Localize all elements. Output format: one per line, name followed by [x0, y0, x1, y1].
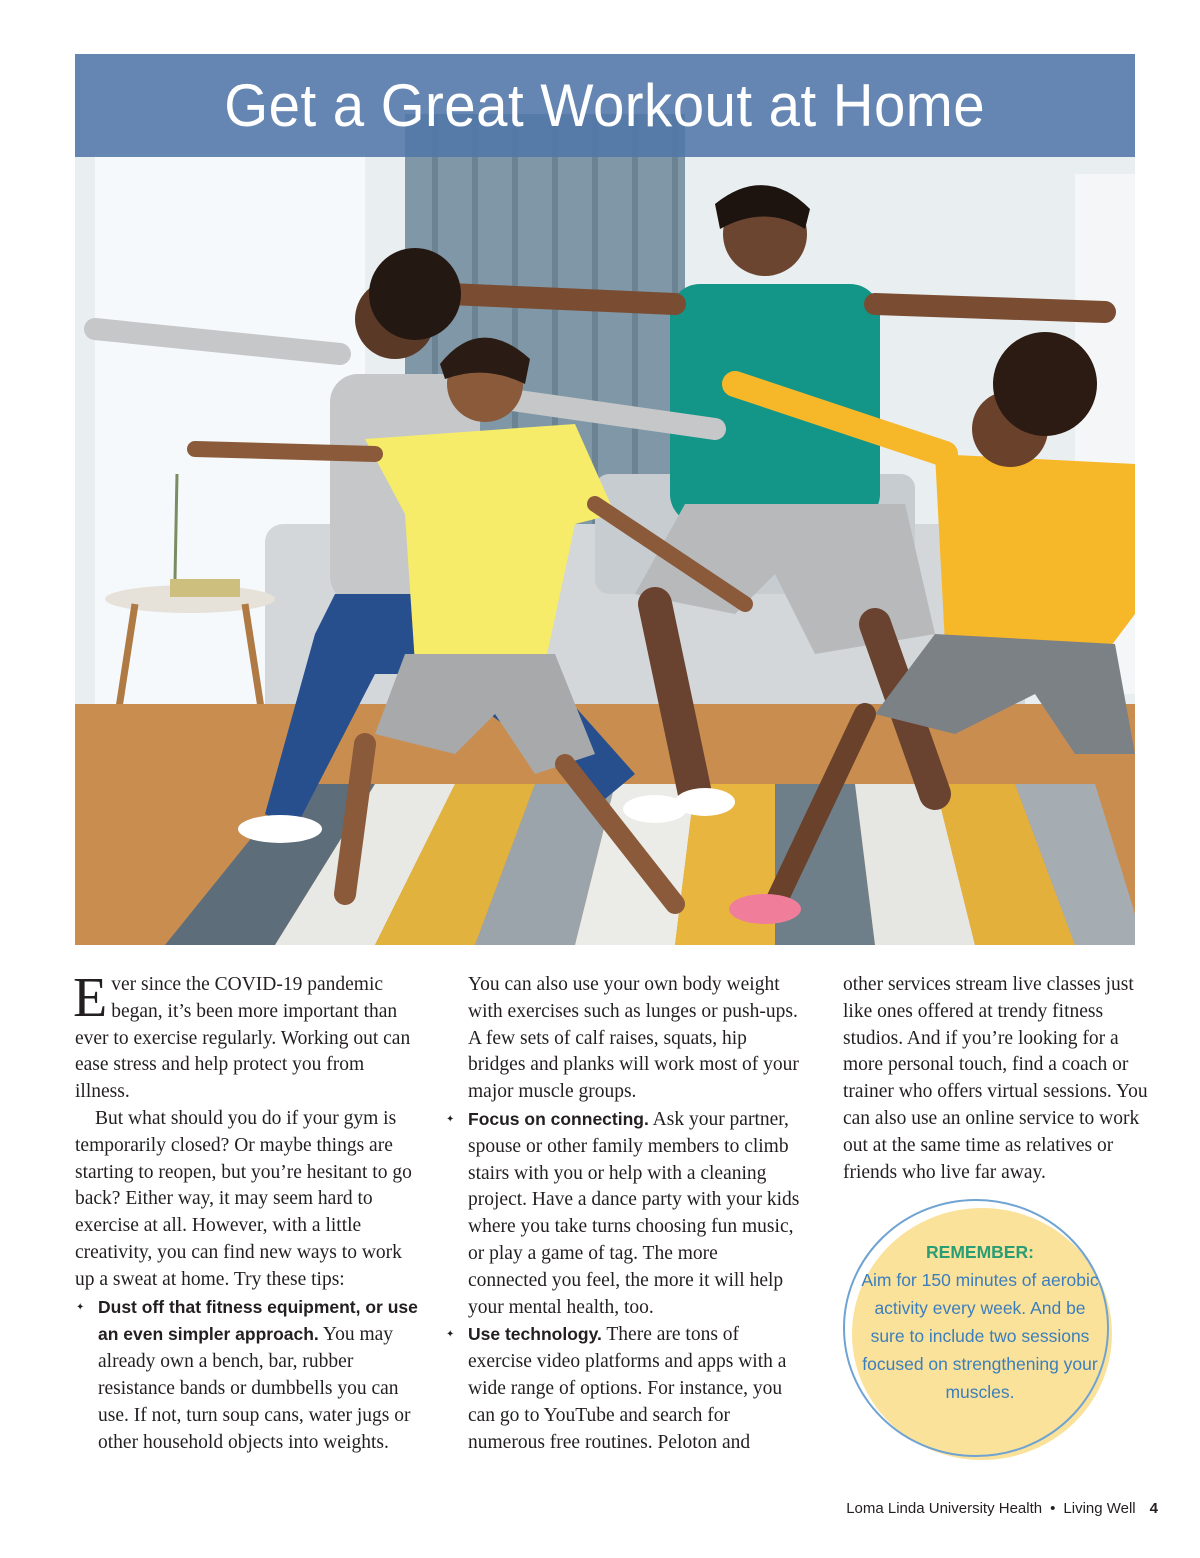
- tip-heading: Focus on connecting.: [468, 1108, 649, 1129]
- footer-org: Loma Linda University Health: [846, 1500, 1043, 1517]
- tip-body: There are tons of exercise video platforms and apps with a wide range of options. For instance, you can go to YouTube and search for numerous free routines. Peloton and: [468, 1324, 787, 1453]
- footer-publication: Living Well: [1063, 1500, 1136, 1517]
- callout-body: Aim for 150 minutes of aerobic activity every week. And be sure to include two sessions focused on strengthening your muscles.: [861, 1270, 1099, 1402]
- second-paragraph: But what should you do if your gym is temporarily closed? Or maybe things are starting to reopen, but you’re hesitant to go back? Either way, it may seem hard to exercise at all. However, with a little creativity, you can find new ways to work up a sweat at home. Try these tips:: [75, 1107, 412, 1290]
- hero-photo: [75, 54, 1135, 945]
- tip-body: You may already own a bench, bar, rubber resistance bands or dumbbells you can use. If not, turn soup cans, water jugs or other household objects into weights.: [98, 1324, 411, 1453]
- title-bar: [75, 54, 1135, 157]
- drop-cap: E: [73, 967, 108, 1029]
- page-title: Get a Great Workout at Home: [224, 72, 986, 139]
- tip-body: Ask your partner, spouse or other family members to climb stairs with you or help with a cleaning project. Have a dance party with your kids where you take turns choosing fun music, or play a game of tag. The more connected you feel, the more it will help your mental health, too.: [468, 1108, 800, 1318]
- tip-item-equipment: [75, 1294, 420, 1457]
- intro-text: ver since the COVID-19 pandemic began, it’s been more important than ever to exercise regularly. Working out can ease stress and help protect you from illness.: [75, 974, 411, 1103]
- column-2: [445, 972, 800, 1456]
- family-exercise-photo-icon: [75, 54, 1135, 945]
- tip-item-connecting: [445, 1106, 800, 1321]
- remember-callout: [840, 1198, 1120, 1464]
- footer-separator: •: [1050, 1500, 1056, 1517]
- tip-continued-text: You can also use your own body weight with exercises such as lunges or push-ups. A few sets of calf raises, squats, hip bridges and planks will work most of your major muscle groups.: [468, 974, 799, 1103]
- intro-paragraph: [73, 967, 420, 1106]
- page-number: 4: [1149, 1500, 1158, 1517]
- continued-paragraph: other services stream live classes just like ones offered at trendy fitness studios. And if you’re looking for a more personal touch, find a coach or trainer who offers virtual sessions. You can also use an online service to work out at the same time as relatives or friends who live far away.: [843, 974, 1148, 1183]
- page-footer: [846, 1500, 1158, 1517]
- tip-item-technology: [445, 1321, 800, 1456]
- tip-heading: Dust off that fitness equipment, or use an even simpler approach.: [98, 1296, 418, 1345]
- callout-text: [860, 1238, 1100, 1406]
- tips-list: [75, 1294, 420, 1457]
- tip-heading: Use technology.: [468, 1324, 602, 1345]
- tip-item-continued: [445, 972, 800, 1106]
- column-1: [73, 967, 420, 1456]
- column-3: [843, 972, 1158, 1186]
- callout-heading: REMEMBER:: [926, 1242, 1034, 1262]
- tips-list-continued: [445, 972, 800, 1456]
